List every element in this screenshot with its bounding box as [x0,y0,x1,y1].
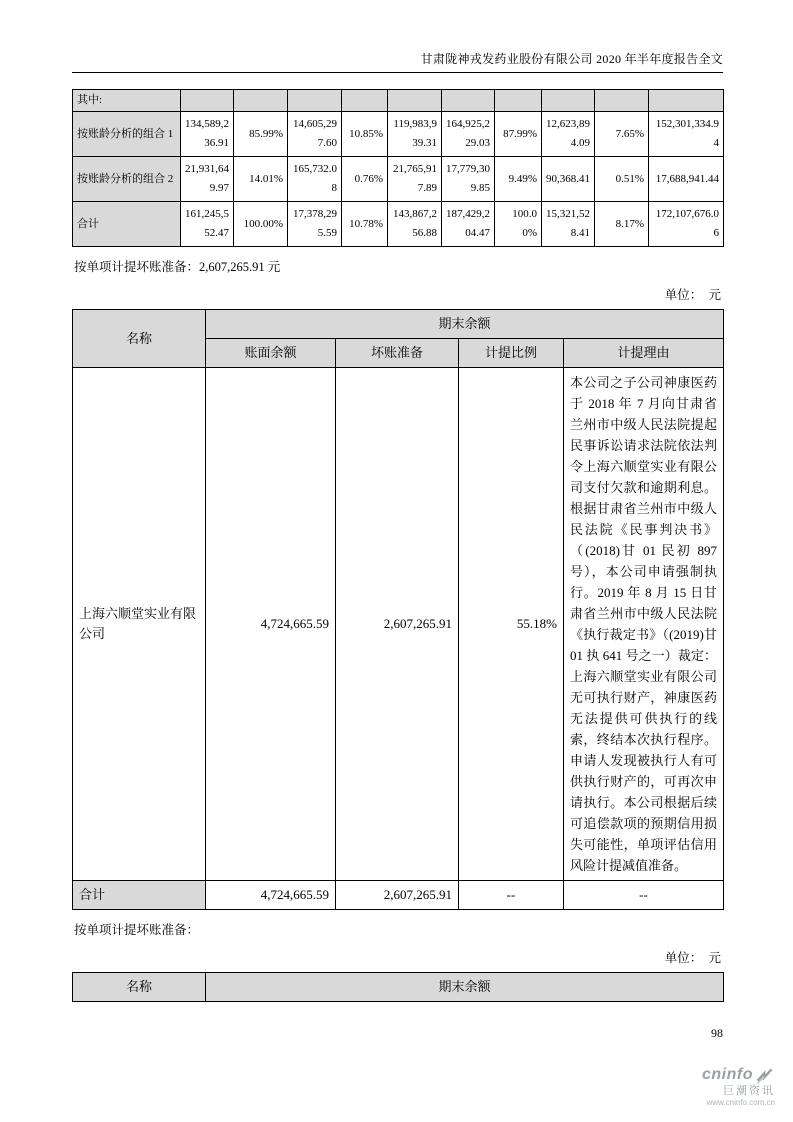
column-header-ending-balance: 期末余额 [206,310,724,339]
book-balance-cell: 4,724,665.59 [206,368,336,881]
table-cell: 其中: [73,90,181,112]
table-cell: 100.00% [495,202,542,247]
cninfo-brand-text: cninfo [702,1066,753,1084]
table-cell: 17,378,295.59 [288,202,342,247]
table-cell: 0.76% [342,157,388,202]
next-provision-table-header [72,972,724,1002]
table-cell: 9.49% [495,157,542,202]
table-cell: 14.01% [234,157,288,202]
table-row-portfolio-1 [73,112,724,157]
ratio-cell: 55.18% [459,368,564,881]
table-cell [442,90,495,112]
table-cell: 21,765,917.89 [388,157,442,202]
table-cell: 172,107,676.06 [649,202,724,247]
cninfo-wave-icon [755,1066,775,1084]
table-header-row [73,310,724,339]
cninfo-url: www.cninfo.com.cn [706,1098,775,1108]
column-header-name: 名称 [73,973,206,1002]
unit-label: 单位： 元 [664,288,721,302]
individual-bad-debt-note-2: 按单项计提坏账准备： [74,923,200,937]
row-label: 合计 [73,202,181,247]
column-header-ratio: 计提比例 [459,339,564,368]
column-header-bad-debt: 坏账准备 [336,339,459,368]
row-label: 按账龄分析的组合 1 [73,112,181,157]
table-cell: 87.99% [495,112,542,157]
column-header-ending-balance: 期末余额 [206,973,724,1002]
ratio-total-cell: -- [459,881,564,910]
table-cell: 134,589,236.91 [181,112,234,157]
table-cell: 15,321,528.41 [542,202,595,247]
table-cell: 14,605,297.60 [288,112,342,157]
table-cell: 17,688,941.44 [649,157,724,202]
column-header-name: 名称 [73,310,206,368]
table-row-shanghai-liushuntang [73,368,724,881]
row-label: 按账龄分析的组合 2 [73,157,181,202]
table-row-total [73,881,724,910]
table-cell [181,90,234,112]
table-cell: 21,931,649.97 [181,157,234,202]
table-cell: 12,623,894.09 [542,112,595,157]
bad-debt-total-cell: 2,607,265.91 [336,881,459,910]
column-header-book-balance: 账面余额 [206,339,336,368]
individual-provision-table [72,309,724,910]
table-cell [542,90,595,112]
table-cell [495,90,542,112]
aging-analysis-table [72,89,724,247]
table-cell [342,90,388,112]
book-balance-total-cell: 4,724,665.59 [206,881,336,910]
table-cell [388,90,442,112]
cninfo-logo-top [665,1066,775,1084]
table-cell: 8.17% [595,202,649,247]
table-row-among-which [73,90,724,112]
table-cell [649,90,724,112]
reason-total-cell: -- [564,881,724,910]
unit-label-2: 单位： 元 [664,951,721,965]
table-cell: 10.85% [342,112,388,157]
table-cell: 152,301,334.94 [649,112,724,157]
table-row-total [73,202,724,247]
row-label: 合计 [73,881,206,910]
table-cell: 0.51% [595,157,649,202]
table-cell: 10.78% [342,202,388,247]
table-cell: 164,925,229.03 [442,112,495,157]
table-cell: 143,867,256.88 [388,202,442,247]
table-header-row [73,973,724,1002]
table-cell: 161,245,552.47 [181,202,234,247]
company-name-cell: 上海六顺堂实业有限公司 [73,368,206,881]
table-cell: 119,983,939.31 [388,112,442,157]
table-cell [288,90,342,112]
table-cell: 90,368.41 [542,157,595,202]
table-cell [234,90,288,112]
table-cell: 17,779,309.85 [442,157,495,202]
page-number: 98 [711,1026,723,1040]
table-cell: 187,429,204.47 [442,202,495,247]
table-cell: 7.65% [595,112,649,157]
table-cell: 85.99% [234,112,288,157]
bad-debt-cell: 2,607,265.91 [336,368,459,881]
cninfo-chinese-name: 巨潮资讯 [723,1085,775,1098]
cninfo-logo [665,1066,775,1108]
table-cell: 165,732.08 [288,157,342,202]
column-header-reason: 计提理由 [564,339,724,368]
table-cell [595,90,649,112]
table-cell: 100.00% [234,202,288,247]
table-row-portfolio-2 [73,157,724,202]
report-header-title: 甘肃陇神戎发药业股份有限公司 2020 年半年度报告全文 [72,50,723,73]
individual-bad-debt-note: 按单项计提坏账准备：2,607,265.91 元 [74,260,281,274]
reason-cell: 本公司之子公司神康医药于 2018 年 7 月向甘肃省兰州市中级人民法院提起民事诉讼请求法院依法判令上海六顺堂实业有限公司支付欠款和逾期利息。根据甘肃省兰州市中级人民法院《民事判决书》（(2018)甘 01 民初 897 号），本公司申请强制执行。2019 年 8 月 15 日甘肃省兰州市中级人民法院《执行裁定书》（(2019)甘 01 执 641 号之一）裁定：上海六顺堂实业有限公司无可执行财产，神康医药无法提供可供执行的线索，终结本次执行程序。申请人发现被执行人有可供执行财产的，可再次申请执行。本公司根据后续可追偿款项的预期信用损失可能性，单项评估信用风险计提减值准备。 [564,368,724,881]
